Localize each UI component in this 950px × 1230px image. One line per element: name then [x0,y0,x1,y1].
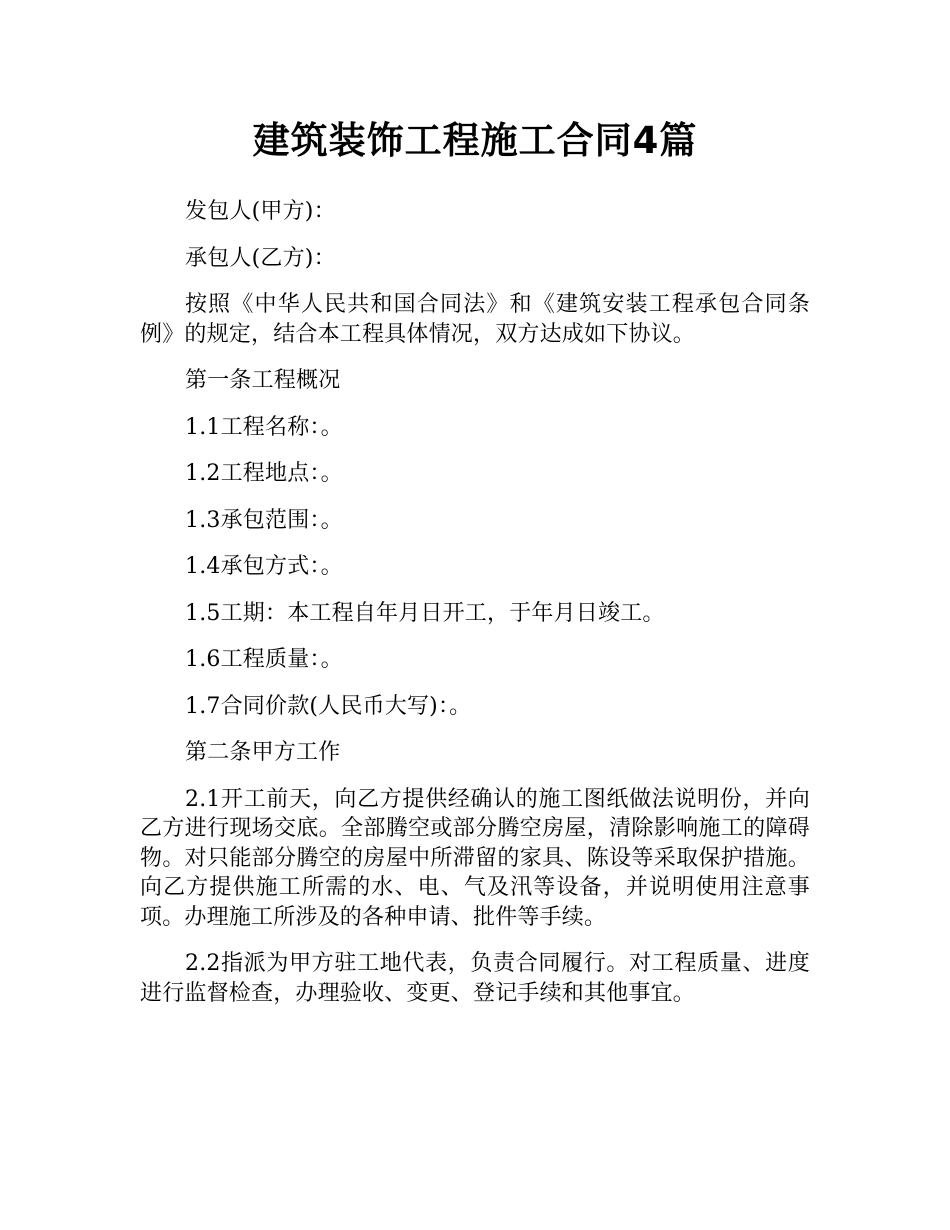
party-b-line: 承包人(乙方)： [185,245,336,271]
document-title: 建筑装饰工程施工合同4篇 [252,119,698,162]
clause-1-5: 1.5工期：本工程自年月日开工，于年月日竣工。 [185,600,665,626]
clause-1-2: 1.2工程地点：。 [185,461,343,486]
article-2-heading: 第二条甲方工作 [185,740,341,765]
clause-1-4: 1.4承包方式：。 [185,554,343,579]
article-1-heading: 第一条工程概况 [185,368,341,393]
clause-1-3: 1.3承包范围：。 [185,507,343,533]
preamble-paragraph: 按照《中华人民共和国合同法》和《建筑安装工程承包合同条例》的规定，结合本工程具体情况，双方达成如下协议。 [140,292,810,347]
party-a-line: 发包人(甲方)： [185,199,336,224]
clause-1-7: 1.7合同价款(人民币大写)：。 [185,693,472,719]
clause-2-1: 2.1开工前天，向乙方提供经确认的施工图纸做法说明份，并向乙方进行现场交底。全部腾空或部分腾空房屋，清除影响施工的障碍物。对只能部分腾空的房屋中所滞留的家具、陈设等采取保护措施。向乙方提供施工所需的水、电、气及汛等设备，并说明使用注意事项。办理施工所涉及的各种申请、批件等手续。 [140,786,810,930]
document-body [140,197,810,1025]
clause-2-2: 2.2指派为甲方驻工地代表，负责合同履行。对工程质量、进度进行监督检查，办理验收、变更、登记手续和其他事宜。 [140,951,810,1006]
clause-1-1: 1.1工程名称：。 [185,414,343,440]
clause-1-6: 1.6工程质量：。 [185,647,343,672]
